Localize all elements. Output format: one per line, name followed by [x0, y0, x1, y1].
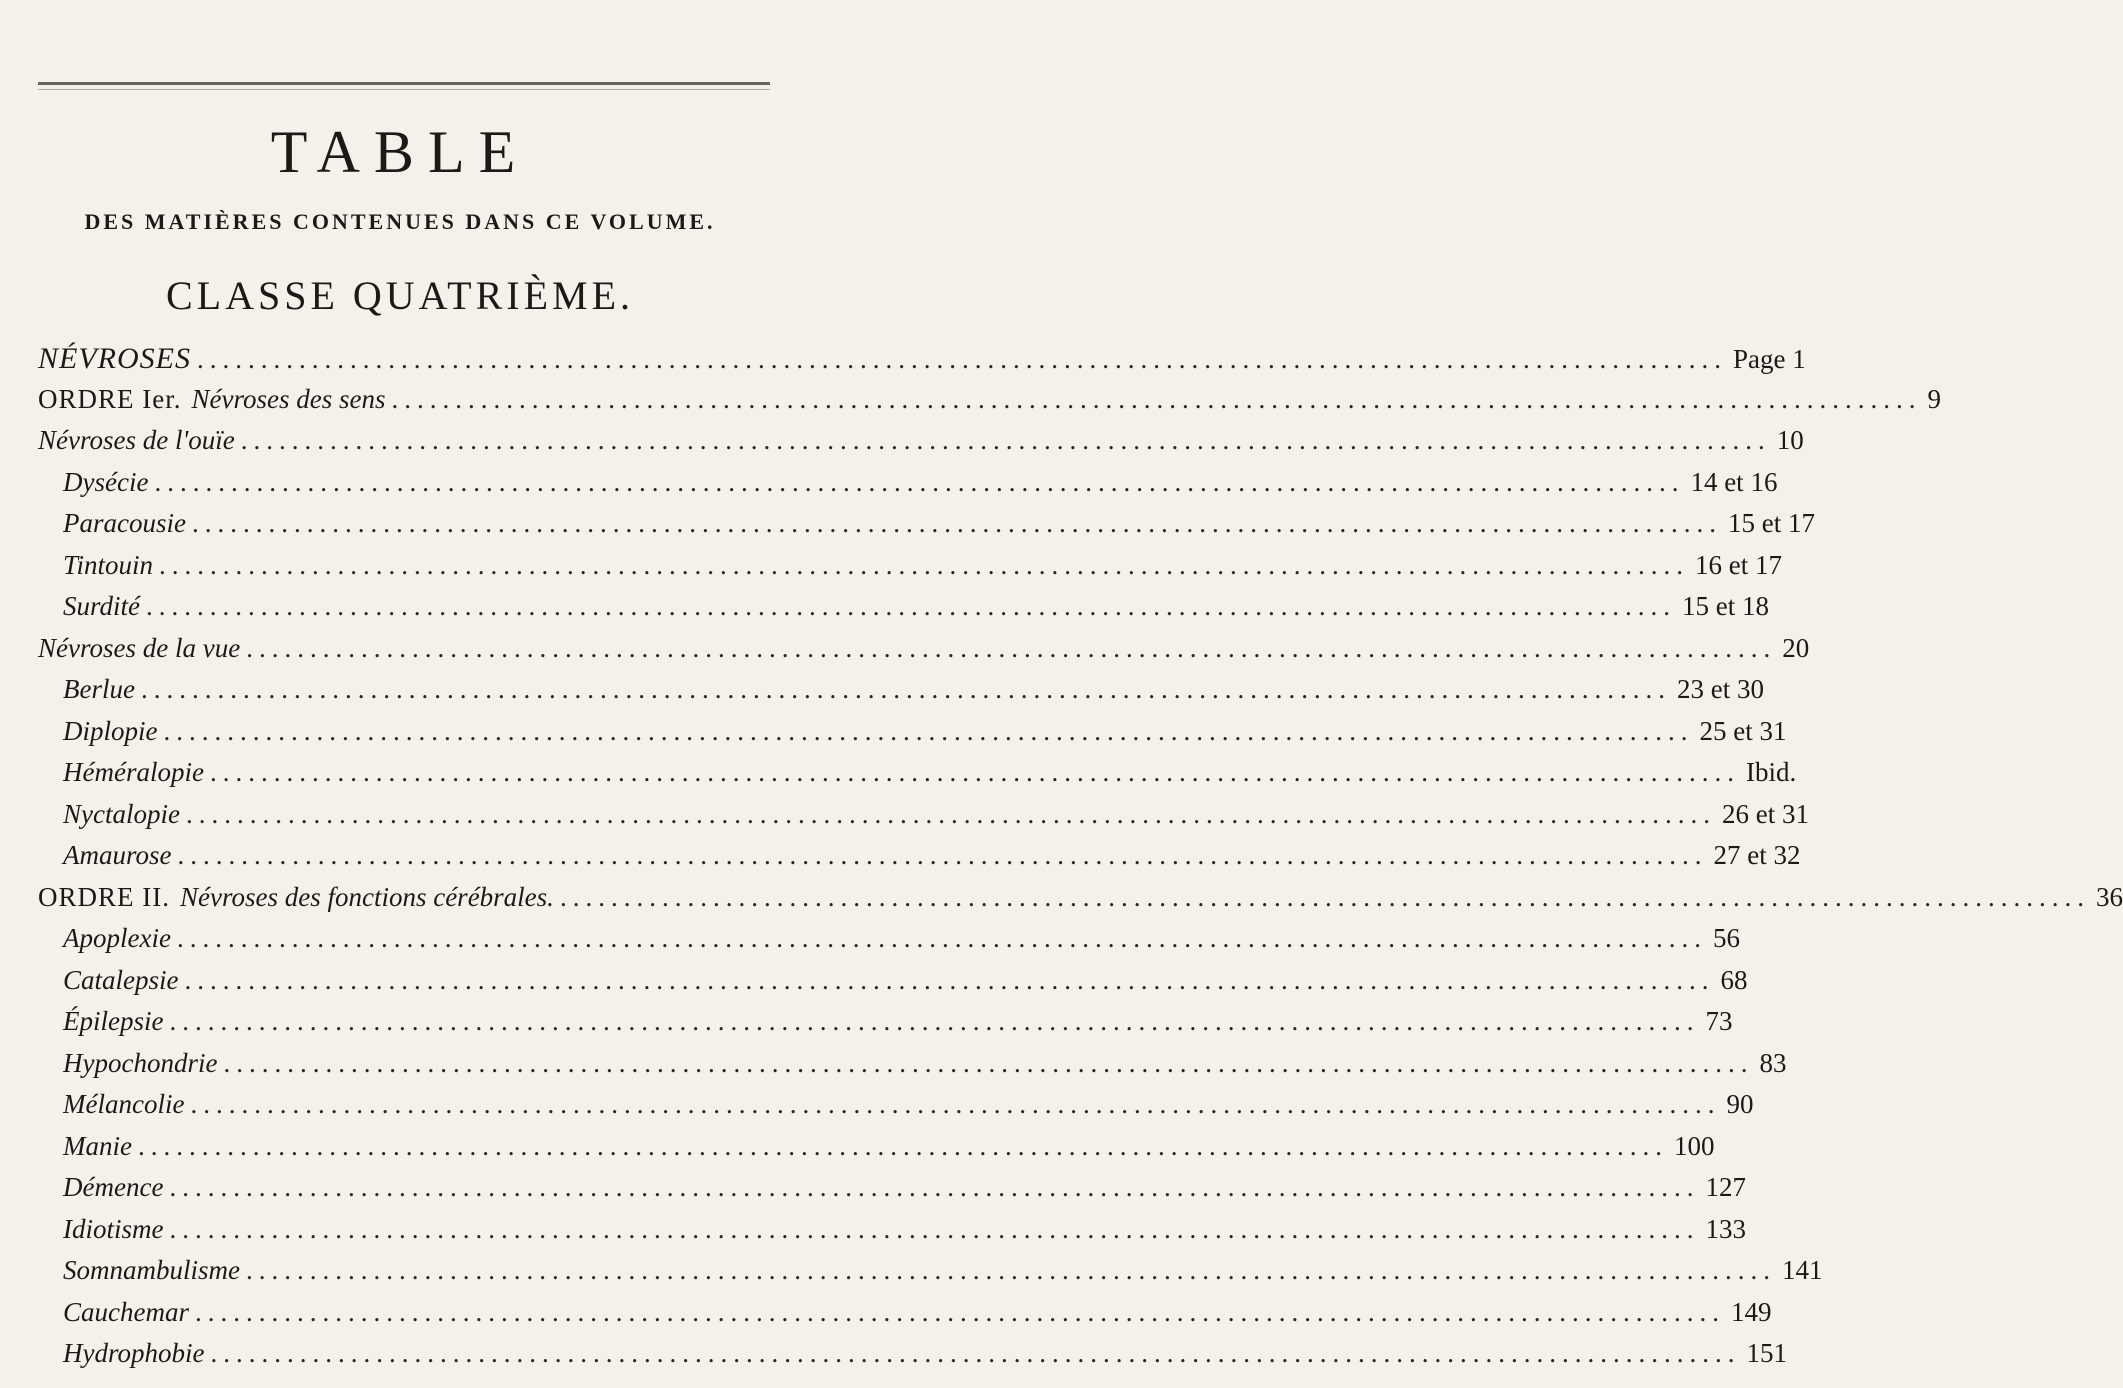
- dot-leader: ........................................................................................................................: [196, 344, 1727, 374]
- toc-entry-page: 56: [1712, 923, 1740, 953]
- toc-entry-page: 15 et 18: [1682, 591, 1769, 621]
- toc-entry-page: 133: [1705, 1213, 1746, 1244]
- toc-entry-label: Mélancolie: [63, 1089, 185, 1119]
- toc-entry-page: 73: [1705, 1006, 1733, 1036]
- dot-leader: ........................................................................................................................: [169, 1213, 1700, 1244]
- dot-leader: ........................................................................................................................: [140, 674, 1671, 704]
- toc-entry: [63, 715, 1787, 756]
- page-title: TABLE: [270, 119, 530, 185]
- toc-entry: [63, 1047, 1787, 1088]
- dot-leader: ........................................................................................................................: [159, 549, 1690, 580]
- toc-entry-page: 23 et 30: [1676, 674, 1764, 704]
- toc-entry: [63, 1172, 1746, 1212]
- toc-entry: [63, 1213, 1746, 1254]
- toc-entry: [63, 798, 1809, 839]
- toc-entry: [63, 964, 1748, 1005]
- dot-leader: ........................................................................................................................: [177, 840, 1708, 870]
- toc-entry-label: Catalepsie: [63, 964, 179, 995]
- dot-leader: ........................................................................................................................: [184, 964, 1715, 995]
- dot-leader: ........................................................................................................................: [146, 591, 1676, 621]
- toc-entry-label: Paracousie: [63, 508, 186, 538]
- toc-entry: [38, 342, 1806, 382]
- toc-entry-page: 68: [1720, 964, 1748, 995]
- toc-entry-page: 10: [1776, 425, 1804, 455]
- toc-entry-page: 20: [1782, 632, 1810, 663]
- toc-entry: [63, 757, 1797, 797]
- dot-leader: ........................................................................................................................: [169, 1006, 1700, 1036]
- dot-leader: ........................................................................................................................: [209, 757, 1740, 787]
- toc-entry-page: 15 et 17: [1727, 508, 1815, 538]
- toc-entry: [63, 549, 1783, 590]
- toc-entry-page: 25 et 31: [1699, 715, 1787, 746]
- toc-entry-label: Dysécie: [63, 466, 149, 497]
- toc-entry-prefix: ORDRE Ier.: [38, 383, 182, 414]
- toc-entry-page: 14 et 16: [1690, 466, 1778, 497]
- toc-entry: [63, 840, 1801, 880]
- toc-entry-label: Démence: [63, 1172, 164, 1202]
- toc-entry: [63, 1255, 1823, 1295]
- toc-entry-page: 141: [1782, 1255, 1823, 1285]
- toc-entry-label: Névroses des sens: [191, 383, 386, 414]
- toc-entry: [63, 1296, 1772, 1337]
- dot-leader: ........................................................................................................................: [185, 798, 1716, 829]
- toc-entry-label: Tintouin: [63, 549, 154, 580]
- dot-leader: ........................................................................................................................: [176, 923, 1707, 953]
- toc-entry-page: 90: [1726, 1089, 1754, 1119]
- dot-leader: ........................................................................................................................: [194, 1296, 1725, 1327]
- toc-entry-label: Diplopie: [63, 715, 158, 746]
- toc-entry-label: NÉVROSES: [38, 342, 191, 375]
- toc-entry: [63, 1338, 1787, 1378]
- dot-leader: ........................................................................................................................: [240, 425, 1771, 455]
- toc-entry-page: 149: [1730, 1296, 1772, 1327]
- dot-leader: ........................................................................................................................: [246, 1255, 1776, 1285]
- toc-entry-page: 83: [1759, 1047, 1787, 1078]
- toc-entry: [63, 1006, 1733, 1046]
- toc-entry: [63, 1089, 1754, 1129]
- toc-entry-label: Névroses de l'ouïe: [38, 425, 235, 455]
- toc-entry-page: 9: [1927, 383, 1941, 414]
- toc-entry-label: Cauchemar: [63, 1296, 189, 1327]
- toc-entry-page: 27 et 32: [1713, 840, 1801, 870]
- dot-leader: ........................................................................................................................: [191, 508, 1722, 538]
- toc-entry: [63, 508, 1815, 548]
- toc-entry-label: Berlue: [63, 674, 135, 704]
- dot-leader: ........................................................................................................................: [559, 881, 2090, 912]
- toc-entry-label: Apoplexie: [63, 923, 171, 953]
- toc-entry-label: Névroses des fonctions cérébrales.: [180, 881, 554, 912]
- toc-entry-label: Nyctalopie: [63, 798, 180, 829]
- top-rule: [38, 82, 770, 85]
- toc-entry: [38, 383, 1941, 424]
- toc-entry-page: Page 1: [1732, 344, 1806, 374]
- page-subtitle: DES MATIÈRES CONTENUES DANS CE VOLUME.: [84, 209, 716, 234]
- toc-entry-label: Somnambulisme: [63, 1255, 240, 1285]
- toc-entry: [63, 923, 1740, 963]
- toc-entry-page: 151: [1746, 1338, 1787, 1368]
- dot-leader: ........................................................................................................................: [137, 1130, 1668, 1161]
- toc-entry-page: 100: [1673, 1130, 1715, 1161]
- dot-leader: ........................................................................................................................: [391, 383, 1922, 414]
- toc-entry: [63, 591, 1769, 631]
- toc-entry-label: Manie: [63, 1130, 132, 1161]
- dot-leader: ........................................................................................................................: [154, 466, 1685, 497]
- toc-entry: [63, 674, 1764, 714]
- toc-entry-label: Amaurose: [63, 840, 172, 870]
- toc-entry-page: 16 et 17: [1695, 549, 1783, 580]
- toc-entry: [63, 1130, 1715, 1171]
- toc-entry-page: 36: [2095, 881, 2123, 912]
- toc-entry: [38, 632, 1810, 673]
- toc-entry: [38, 425, 1804, 465]
- toc-entry-label: Héméralopie: [63, 757, 204, 787]
- dot-leader: ........................................................................................................................: [163, 715, 1694, 746]
- toc-entry-label: Épilepsie: [63, 1006, 164, 1036]
- toc-entry-label: Névroses de la vue: [38, 632, 241, 663]
- toc-entry-label: Hydrophobie: [63, 1338, 205, 1368]
- toc-entry-label: Hypochondrie: [63, 1047, 218, 1078]
- toc-entry-page: 26 et 31: [1721, 798, 1809, 829]
- top-rule-thin: [38, 89, 770, 90]
- toc-entry: [38, 881, 2123, 922]
- dot-leader: ........................................................................................................................: [246, 632, 1777, 663]
- toc-entry-page: Ibid.: [1745, 757, 1797, 787]
- toc-entry-label: Idiotisme: [63, 1213, 164, 1244]
- dot-leader: ........................................................................................................................: [210, 1338, 1741, 1368]
- class-heading: CLASSE QUATRIÈME.: [165, 273, 635, 318]
- toc-entry-label: Surdité: [63, 591, 140, 621]
- toc-entry-prefix: ORDRE II.: [38, 881, 170, 912]
- toc-entry-page: 127: [1705, 1172, 1746, 1202]
- toc-entry: [63, 466, 1778, 507]
- dot-leader: ........................................................................................................................: [223, 1047, 1754, 1078]
- dot-leader: ........................................................................................................................: [169, 1172, 1700, 1202]
- dot-leader: ........................................................................................................................: [190, 1089, 1721, 1119]
